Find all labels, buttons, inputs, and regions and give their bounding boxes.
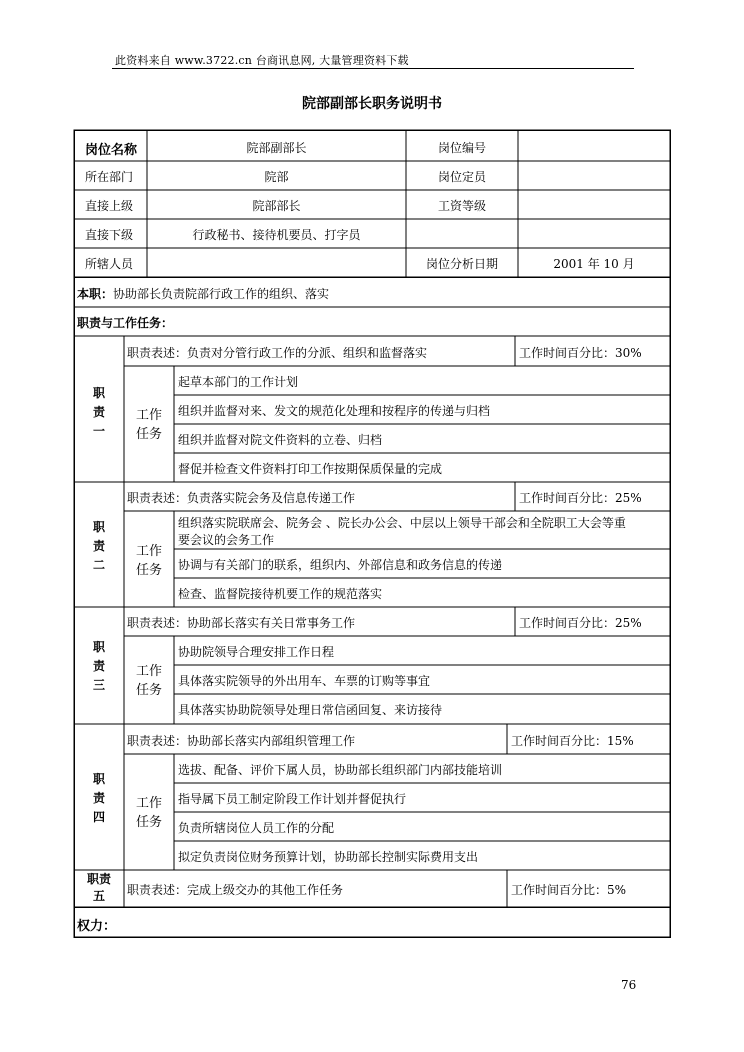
duty-1-name: 职 责 一 (92, 386, 105, 438)
duty-3-description: 职责表述：协助部长落实有关日常事务工作 (127, 616, 356, 630)
label-salary-grade: 工资等级 (437, 199, 486, 213)
value-department: 院部 (264, 170, 289, 184)
value-direct-subordinates: 行政秘书、接待机要员、打字员 (192, 228, 361, 242)
value-position-name: 院部副部长 (246, 141, 307, 155)
source-header: 此资料来自 www.3722.cn 台商讯息网, 大量管理资料下载 (115, 54, 409, 67)
duty-5-name: 职责 五 (86, 872, 111, 903)
tasks-heading: 职责与工作任务： (77, 316, 174, 330)
duty-1-time-share: 工作时间百分比：30% (519, 346, 642, 360)
label-direct-subordinates: 直接下级 (85, 228, 134, 242)
duty-4-task-label: 工作 任务 (135, 796, 162, 830)
duty-1-task-3: 组织并监督对院文件资料的立卷、归档 (178, 433, 383, 447)
duty-3-task-2: 具体落实院领导的外出用车、车票的订购等事宜 (178, 674, 431, 688)
duty-3-task-3: 具体落实协助院领导处理日常信函回复、来访接待 (178, 703, 443, 717)
authority-heading: 权力： (77, 919, 117, 934)
duty-4-task-2: 指导属下员工制定阶段工作计划并督促执行 (178, 792, 407, 806)
label-headcount: 岗位定员 (437, 170, 486, 184)
duty-2-name: 职 责 二 (92, 520, 105, 572)
label-position-name: 岗位名称 (85, 143, 138, 158)
duty-1-task-1: 起草本部门的工作计划 (178, 375, 299, 389)
duty-4-task-1: 选拔、配备、评价下属人员，协助部长组织部门内部技能培训 (178, 763, 503, 777)
duty-2-task-2: 协调与有关部门的联系，组织内、外部信息和政务信息的传递 (178, 558, 503, 572)
duty-3-task-label: 工作 任务 (135, 664, 162, 698)
duty-1-task-4: 督促并检查文件资料打印工作按期保质保量的完成 (178, 462, 443, 476)
duty-5-description: 职责表述：完成上级交办的其他工作任务 (127, 883, 344, 897)
label-analysis-date: 岗位分析日期 (425, 257, 498, 271)
value-direct-superior: 院部部长 (252, 199, 301, 213)
duty-1-description: 职责表述：负责对分管行政工作的分派、组织和监督落实 (127, 346, 428, 360)
duty-summary (77, 285, 329, 302)
page-number: 76 (621, 978, 637, 992)
duty-2-task-label: 工作 任务 (135, 544, 162, 578)
label-position-code: 岗位编号 (437, 141, 486, 155)
duty-2-task-3: 检查、监督院接待机要工作的规范落实 (178, 587, 383, 601)
duty-2-task-1-cont: 要会议的会务工作 (178, 533, 275, 547)
duty-2-description: 职责表述：负责落实院会务及信息传递工作 (127, 491, 356, 505)
label-staff-under: 所辖人员 (85, 257, 134, 271)
duty-2-time-share: 工作时间百分比：25% (519, 491, 642, 505)
duty-5-time-share: 工作时间百分比：5% (511, 883, 627, 897)
duty-1-task-label: 工作 任务 (135, 408, 162, 442)
duty-3-name: 职 责 三 (92, 640, 105, 692)
header-divider (112, 68, 634, 69)
duty-3-task-1: 协助院领导合理安排工作日程 (178, 645, 335, 659)
duty-3-time-share: 工作时间百分比：25% (519, 616, 642, 630)
duty-4-time-share: 工作时间百分比：15% (511, 734, 634, 748)
label-direct-superior: 直接上级 (85, 199, 134, 213)
duty-2-task-1: 组织落实院联席会、院务会 、院长办公会、中层以上领导干部会和全院职工大会等重 (178, 516, 626, 530)
document-title: 院部副部长职务说明书 (302, 96, 442, 112)
duty-1-task-2: 组织并监督对来、发文的规范化处理和按程序的传递与归档 (178, 404, 491, 418)
duty-summary-label: 本职： (77, 287, 114, 301)
duty-4-description: 职责表述：协助部长落实内部组织管理工作 (127, 734, 356, 748)
duty-4-name: 职 责 四 (92, 772, 105, 824)
label-department: 所在部门 (85, 170, 134, 184)
value-analysis-date: 2001 年 10 月 (553, 257, 635, 271)
duty-summary-text: 协助部长负责院部行政工作的组织、落实 (113, 287, 330, 301)
duty-4-task-4: 拟定负责岗位财务预算计划，协助部长控制实际费用支出 (178, 850, 479, 864)
duty-4-task-3: 负责所辖岗位人员工作的分配 (178, 821, 335, 835)
